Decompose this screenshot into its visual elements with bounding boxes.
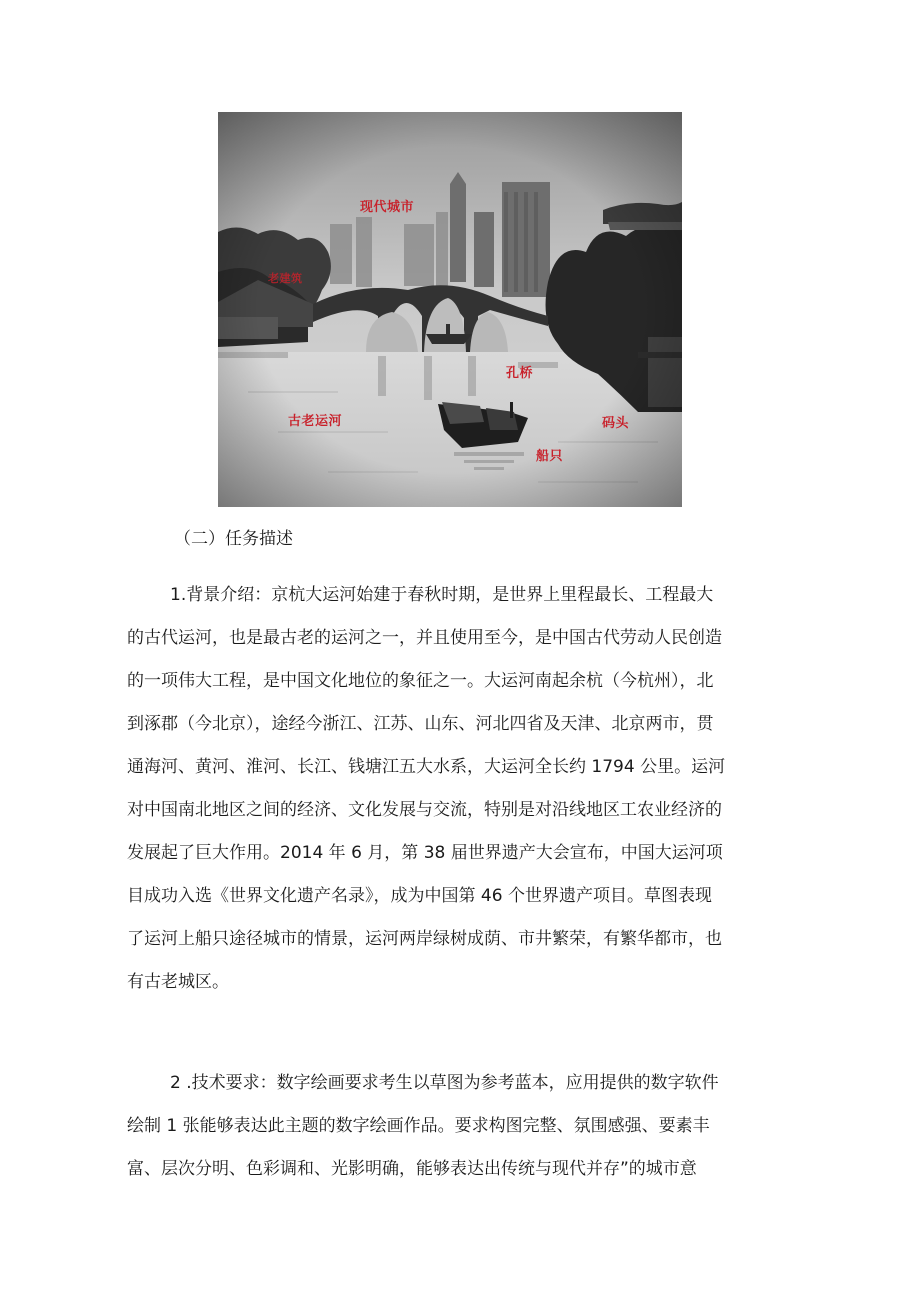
label-arch-bridge: 孔桥 <box>506 366 534 381</box>
paragraph-line: 1.背景介绍：京杭大运河始建于春秋时期，是世界上里程最长、工程最大 <box>170 585 714 605</box>
label-modern-city: 现代城市 <box>360 200 415 215</box>
background-paragraph <box>127 574 787 1004</box>
paragraph-line: 的一项伟大工程，是中国文化地位的象征之一。大运河南起余杭（今杭州），北 <box>127 671 714 691</box>
requirements-paragraph <box>127 1062 787 1191</box>
paragraph-line: 通海河、黄河、淮河、长江、钱塘江五大水系，大运河全长约 1794 公里。运河 <box>127 757 726 777</box>
label-ancient-canal: 古老运河 <box>288 414 343 429</box>
paragraph-line: 到涿郡（今北京），途经今浙江、江苏、山东、河北四省及天津、北京两市，贯 <box>127 714 714 734</box>
canal-sketch-figure <box>218 112 682 507</box>
paragraph-line: 的古代运河，也是最古老的运河之一，并且使用至今，是中国古代劳动人民创造 <box>127 628 722 648</box>
section-heading: （二）任务描述 <box>174 529 293 549</box>
paragraph-line: 绘制 1 张能够表达此主题的数字绘画作品。要求构图完整、氛围感强、要素丰 <box>127 1116 710 1136</box>
label-boat: 船只 <box>536 449 564 464</box>
paragraph-line: 富、层次分明、色彩调和、光影明确，能够表达出传统与现代并存”的城市意 <box>127 1159 697 1179</box>
label-old-building: 老建筑 <box>268 272 303 285</box>
paragraph-line: 目成功入选《世界文化遗产名录》，成为中国第 46 个世界遗产项目。草图表现 <box>127 886 712 906</box>
label-pier: 码头 <box>602 416 630 431</box>
paragraph-line: 2 .技术要求：数字绘画要求考生以草图为参考蓝本，应用提供的数字软件 <box>170 1073 719 1093</box>
canal-sketch-image <box>218 112 682 507</box>
paragraph-line: 有古老城区。 <box>127 972 229 992</box>
paragraph-line: 了运河上船只途径城市的情景，运河两岸绿树成荫、市井繁荣，有繁华都市，也 <box>127 929 722 949</box>
paragraph-line: 发展起了巨大作用。2014 年 6 月，第 38 届世界遗产大会宣布，中国大运河项 <box>127 843 723 863</box>
paragraph-line: 对中国南北地区之间的经济、文化发展与交流，特别是对沿线地区工农业经济的 <box>127 800 722 820</box>
